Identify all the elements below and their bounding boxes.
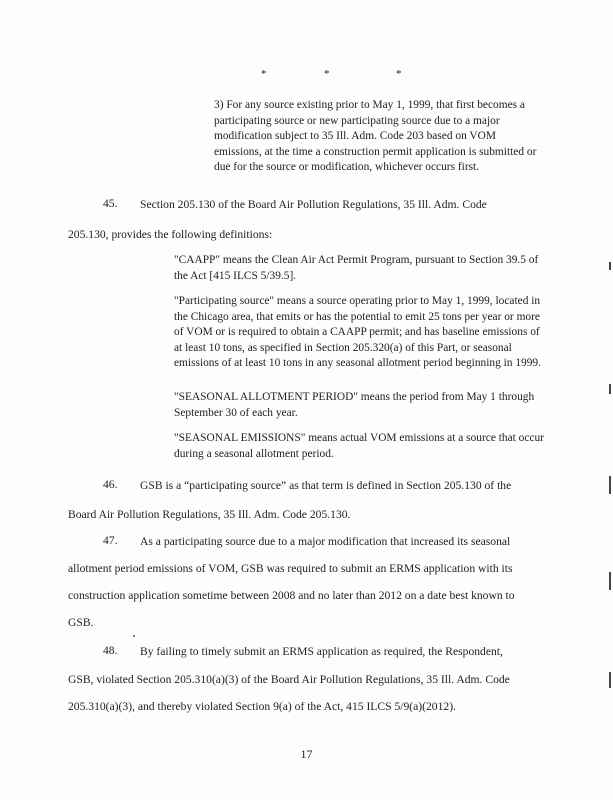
paragraph-46-line: GSB is a “participating source” as that term is defined in Section 205.130 of the (140, 479, 512, 492)
paragraph-number-45: 45. (103, 197, 118, 210)
paragraph-45-line: 205.130, provides the following definitions: (68, 228, 273, 241)
paragraph-48-line: 205.310(a)(3), and thereby violated Section 9(a) of the Act, 415 ILCS 5/9(a)(2012). (68, 700, 456, 713)
paragraph-46-line: Board Air Pollution Regulations, 35 Ill. Adm. Code 205.130. (68, 508, 351, 521)
definition-caapp: "CAAPP" means the Clean Air Act Permit Program, pursuant to Section 39.5 of the Act [415 ILCS 5/39.5]. (174, 254, 539, 282)
paragraph-47-line: GSB. (68, 616, 94, 629)
paragraph-45-line: Section 205.130 of the Board Air Pollution Regulations, 35 Ill. Adm. Code (140, 198, 487, 211)
scan-edge-mark (609, 476, 611, 494)
asterisk: * (396, 68, 402, 80)
paragraph-47-line: As a participating source due to a major modification that increased its seasonal (140, 535, 511, 548)
asterisk: * (324, 68, 330, 80)
paragraph-48-line: GSB, violated Section 205.310(a)(3) of the Board Air Pollution Regulations, 35 Ill. Adm. Code (68, 673, 510, 686)
paragraph-47-line: allotment period emissions of VOM, GSB was required to submit an ERMS application with its (68, 562, 513, 575)
paragraph-47-line: construction application sometime between 2008 and no later than 2012 on a date best known to (68, 589, 515, 602)
paragraph-number-47: 47. (103, 534, 118, 547)
scan-edge-mark (609, 672, 611, 688)
paragraph-number-48: 48. (103, 644, 118, 657)
scan-edge-mark (609, 384, 611, 394)
definition-seasonal-allotment-period: "SEASONAL ALLOTMENT PERIOD" means the period from May 1 through September 30 of each year. (174, 391, 535, 419)
paragraph-48-line: By failing to timely submit an ERMS application as required, the Respondent, (140, 645, 503, 658)
paragraph-number-46: 46. (103, 478, 118, 491)
page-number: 17 (300, 747, 313, 761)
asterisk: * (261, 68, 267, 80)
quoted-provision: 3) For any source existing prior to May 1, 1999, that first becomes a participating source or new participating source due to a major modification subject to 35 Ill. Adm. Code 203 based on VOM emissions, at the time a construction permit application is submitted or due for the source or modification, whichever occurs first. (214, 99, 537, 173)
scan-edge-mark (609, 262, 611, 270)
scan-edge-mark (609, 572, 611, 590)
definition-seasonal-emissions: "SEASONAL EMISSIONS" means actual VOM emissions at a source that occur during a seasonal allotment period. (174, 432, 544, 460)
scan-speck (133, 635, 135, 637)
definition-participating-source: "Participating source" means a source operating prior to May 1, 1999, located in the Chicago area, that emits or has the potential to emit 25 tons per year or more of VOM or is required to obtain a CAAPP permit; and has baseline emissions of at least 10 tons, as specified in Section 205.320(a) of this Part, or seasonal emissions of at least 10 tons in any seasonal allotment period beginning in 1999. (174, 295, 541, 369)
